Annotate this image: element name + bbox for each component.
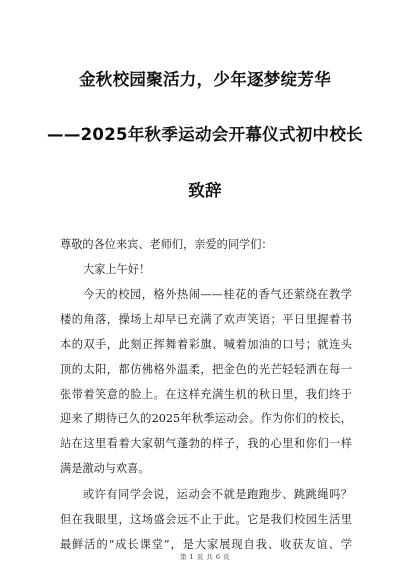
paragraph-line: 今天的校园，格外热闹——桂花的香气还萦绕在教学 xyxy=(83,288,352,301)
paragraph-line: 但在我眼里，这场盛会远不止于此。它是我们校园生活里 xyxy=(60,513,352,526)
paragraph-line: 或许有同学会说，运动会不就是跑跑步、跳跳绳吗？ xyxy=(83,488,352,501)
paragraph-line: 满是激动与欢喜。 xyxy=(60,462,150,475)
paragraph-line: 张带着笑意的脸上。在这样充满生机的秋日里，我们终于 xyxy=(60,388,352,401)
title-line-2: ——2025年秋季运动会开幕仪式初中校长 xyxy=(47,125,363,144)
paragraph-line: 本的双手，此刻正挥舞着彩旗、喊着加油的口号；就连头 xyxy=(60,338,352,351)
salutation: 尊敬的各位来宾、老师们，亲爱的同学们： xyxy=(60,238,273,251)
paragraph-line: 站在这里看着大家朝气蓬勃的样子，我的心里和你们一样 xyxy=(60,437,352,450)
page-number-footer: 第 1 页 共 6 页 xyxy=(179,553,231,561)
title-line-1: 金秋校园聚活力，少年逐梦绽芳华 xyxy=(79,70,331,89)
paragraph-line: 楼的角落，操场上却早已充满了欢声笑语；平日里握着书 xyxy=(60,313,352,326)
paragraph-line: 最鲜活的“成长课堂”，是大家展现自我、收获友谊、学 xyxy=(60,538,352,551)
paragraph-line: 迎来了期待已久的2025年秋季运动会。作为你们的校长， xyxy=(60,412,352,425)
greeting: 大家上午好！ xyxy=(83,263,151,276)
paragraph-line: 顶的太阳，都仿佛格外温柔，把金色的光芒轻轻洒在每一 xyxy=(60,363,352,376)
title-line-3: 致辞 xyxy=(188,181,222,200)
